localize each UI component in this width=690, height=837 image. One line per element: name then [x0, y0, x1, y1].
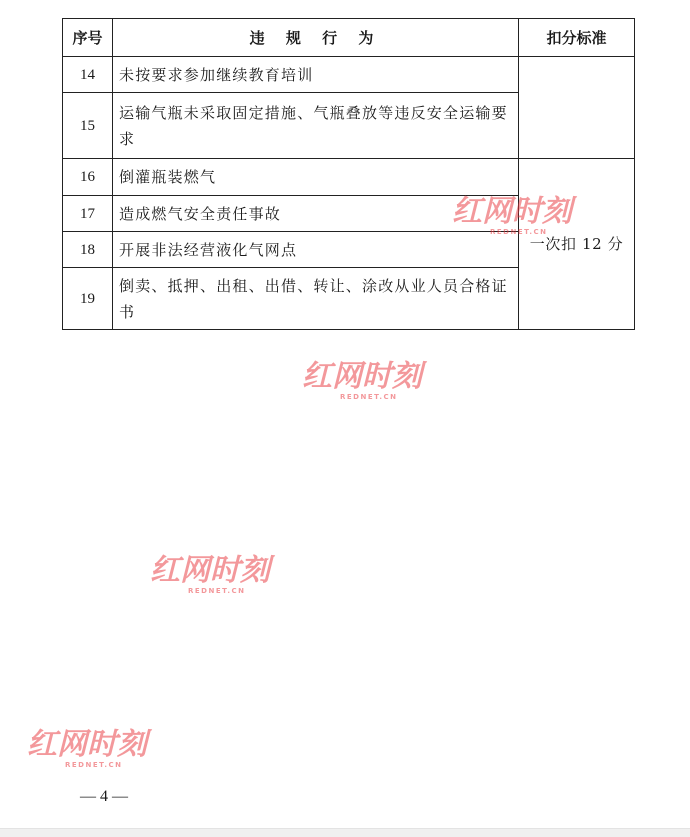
table-header-row — [63, 19, 635, 57]
row-index: 15 — [63, 93, 113, 159]
header-penalty: 扣分标准 — [519, 19, 635, 57]
row-violation: 开展非法经营液化气网点 — [113, 232, 519, 268]
svg-text:红网时刻: 红网时刻 — [150, 553, 270, 588]
row-violation: 造成燃气安全责任事故 — [113, 196, 519, 232]
header-violation: 违 规 行 为 — [113, 19, 519, 57]
watermark-logo — [148, 550, 298, 596]
svg-text:REDNET.CN: REDNET.CN — [188, 587, 246, 595]
svg-text:REDNET.CN: REDNET.CN — [340, 393, 398, 401]
row-index: 19 — [63, 268, 113, 330]
row-index: 16 — [63, 159, 113, 196]
watermark-logo — [300, 356, 450, 402]
violation-table — [62, 18, 635, 330]
svg-text:REDNET.CN: REDNET.CN — [65, 761, 123, 769]
penalty-cell: 一次扣 12 分 — [519, 159, 635, 330]
watermark-logo — [25, 724, 175, 770]
row-violation: 倒卖、抵押、出租、出借、转让、涂改从业人员合格证书 — [113, 268, 519, 330]
page-number: — 4 — — [80, 788, 128, 805]
table-row — [63, 159, 635, 196]
row-index: 14 — [63, 57, 113, 93]
row-violation: 未按要求参加继续教育培训 — [113, 57, 519, 93]
penalty-cell-empty — [519, 57, 635, 159]
row-index: 18 — [63, 232, 113, 268]
page-bottom-edge — [0, 828, 690, 837]
row-index: 17 — [63, 196, 113, 232]
svg-text:红网时刻: 红网时刻 — [302, 359, 422, 394]
row-violation: 倒灌瓶装燃气 — [113, 159, 519, 196]
header-index: 序号 — [63, 19, 113, 57]
table-row — [63, 57, 635, 93]
svg-text:红网时刻: 红网时刻 — [27, 727, 147, 762]
row-violation: 运输气瓶未采取固定措施、气瓶叠放等违反安全运输要求 — [113, 93, 519, 159]
svg-text:红网时刻: 红网时刻 — [452, 194, 572, 229]
svg-text:REDNET.CN: REDNET.CN — [490, 228, 548, 236]
